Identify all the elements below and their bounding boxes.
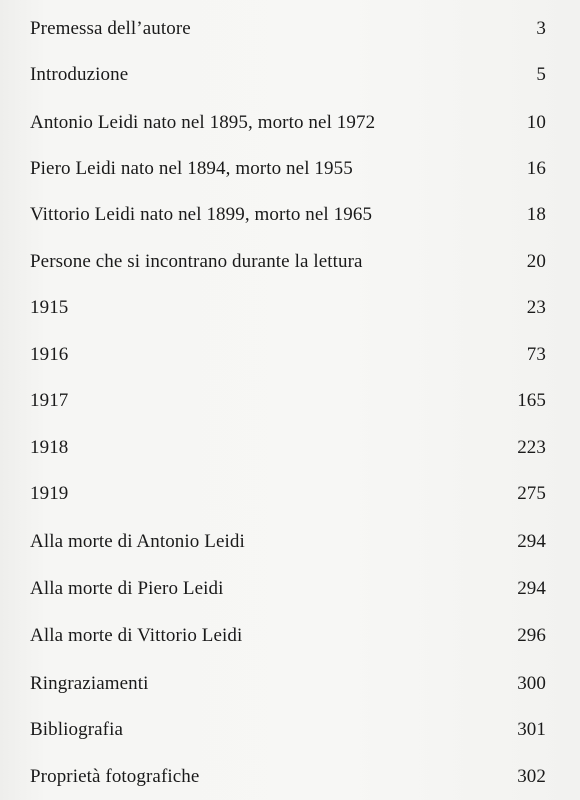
toc-entry bbox=[30, 763, 546, 791]
toc-entry-title: Vittorio Leidi nato nel 1899, morto nel 1965 bbox=[30, 204, 373, 225]
toc-entry-title: 1916 bbox=[30, 344, 69, 365]
toc-entry-page: 16 bbox=[526, 158, 546, 179]
toc-entry-title: Persone che si incontrano durante la lettura bbox=[30, 251, 363, 272]
toc-entry-page: 73 bbox=[526, 344, 546, 365]
toc-entry-title: Alla morte di Piero Leidi bbox=[30, 578, 224, 599]
toc-entry-title: Introduzione bbox=[30, 64, 129, 85]
toc-entry bbox=[30, 61, 546, 89]
toc-entry bbox=[30, 716, 546, 744]
toc-entry bbox=[30, 622, 546, 650]
toc-entry bbox=[30, 294, 546, 322]
toc-entry-page: 302 bbox=[517, 766, 546, 787]
toc-entry-title: Alla morte di Antonio Leidi bbox=[30, 531, 245, 552]
toc-entry-page: 10 bbox=[526, 112, 546, 133]
toc-entry-title: 1918 bbox=[30, 437, 69, 458]
toc-entry-page: 5 bbox=[536, 64, 546, 85]
toc-entry bbox=[30, 201, 546, 229]
toc-entry-page: 275 bbox=[517, 483, 546, 504]
toc-entry-page: 294 bbox=[517, 578, 546, 599]
toc-entry bbox=[30, 387, 546, 415]
toc-entry-page: 165 bbox=[517, 390, 546, 411]
toc-entry bbox=[30, 341, 546, 369]
toc-entry bbox=[30, 670, 546, 698]
toc-entry-page: 301 bbox=[517, 719, 546, 740]
toc-entry-page: 294 bbox=[517, 531, 546, 552]
toc-entry-page: 300 bbox=[517, 673, 546, 694]
toc-entry bbox=[30, 15, 546, 43]
toc-entry-title: Ringraziamenti bbox=[30, 673, 149, 694]
toc-entry-title: 1919 bbox=[30, 483, 69, 504]
toc-entry-title: 1915 bbox=[30, 297, 69, 318]
toc-entry-title: Premessa dell’autore bbox=[30, 18, 191, 39]
toc-entry-page: 3 bbox=[536, 18, 546, 39]
toc-entry-title: Alla morte di Vittorio Leidi bbox=[30, 625, 243, 646]
toc-entry-page: 296 bbox=[517, 625, 546, 646]
toc-entry bbox=[30, 109, 546, 137]
toc-entry bbox=[30, 480, 546, 508]
toc-entry bbox=[30, 155, 546, 183]
toc-entry-page: 23 bbox=[526, 297, 546, 318]
toc-entry-title: Piero Leidi nato nel 1894, morto nel 1955 bbox=[30, 158, 353, 179]
toc-entry bbox=[30, 434, 546, 462]
toc-entry bbox=[30, 575, 546, 603]
toc-entry-page: 18 bbox=[526, 204, 546, 225]
toc-entry-title: Bibliografia bbox=[30, 719, 124, 740]
toc-entry-title: Antonio Leidi nato nel 1895, morto nel 1972 bbox=[30, 112, 376, 133]
toc-entry bbox=[30, 248, 546, 276]
toc-entry-page: 223 bbox=[517, 437, 546, 458]
toc-entry-title: 1917 bbox=[30, 390, 69, 411]
toc-entry-title: Proprietà fotografiche bbox=[30, 766, 200, 787]
toc-entry bbox=[30, 528, 546, 556]
toc-entry-page: 20 bbox=[526, 251, 546, 272]
